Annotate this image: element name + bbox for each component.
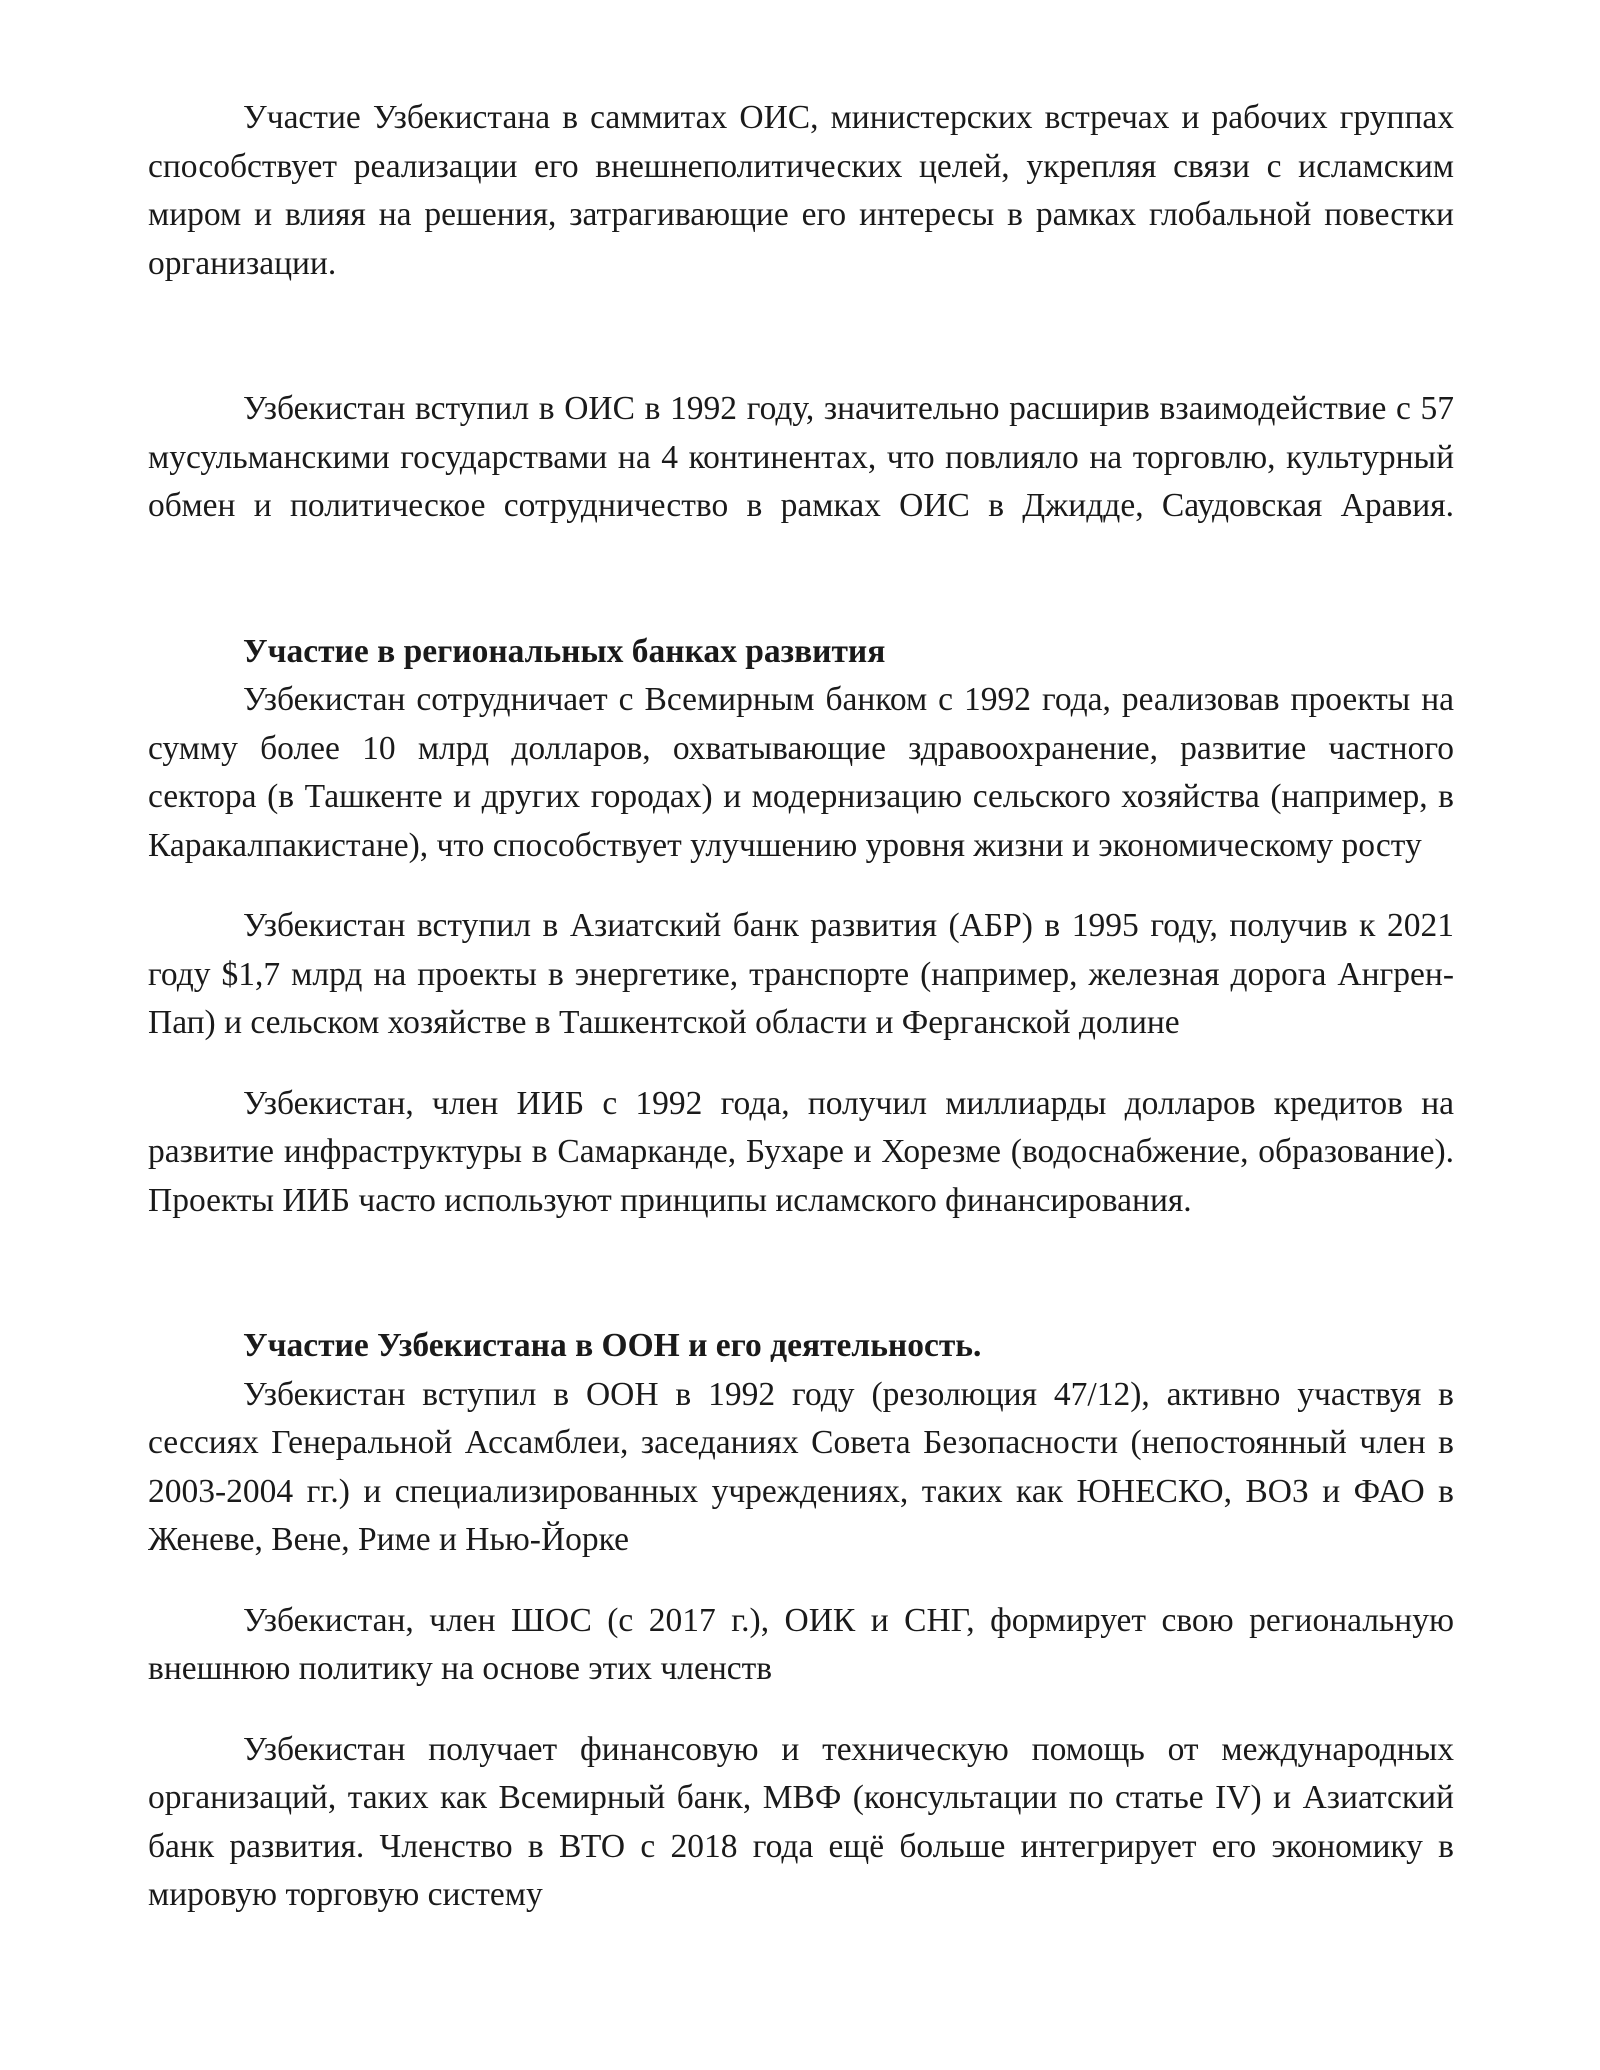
document-page	[148, 94, 1454, 1920]
paragraph-isdb: Узбекистан, член ИИБ с 1992 года, получил миллиарды долларов кредитов на развитие инфраструктуры в Самарканде, Бухаре и Хорезме (водоснабжение, образование). Проекты ИИБ часто используют принципы исламского финансирования.	[148, 1084, 1454, 1219]
heading-un-participation: Участие Узбекистана в ООН и его деятельность.	[243, 1327, 982, 1364]
heading-regional-banks: Участие в региональных банках развития	[243, 632, 886, 670]
paragraph-sco-cis: Узбекистан, член ШОС (с 2017 г.), ОИК и СНГ, формирует свою региональную внешнюю политику на основе этих членств	[148, 1601, 1454, 1687]
paragraph-financial-aid: Узбекистан получает финансовую и техническую помощь от международных организаций, таких как Всемирный банк, МВФ (консультации по статье IV) и Азиатский банк развития. Членство в ВТО с 2018 года ещё больше интегрирует его экономику в мировую торговую систему	[148, 1730, 1454, 1913]
paragraph-world-bank: Узбекистан сотрудничает с Всемирным банком с 1992 года, реализовав проекты на сумму более 10 млрд долларов, охватывающие здравоохранение, развитие частного сектора (в Ташкенте и других городах) и модернизацию сельского хозяйства (например, в Каракалпакистане), что способствует улучшению уровня жизни и экономическому росту	[148, 681, 1454, 864]
paragraph-adb: Узбекистан вступил в Азиатский банк развития (АБР) в 1995 году, получив к 2021 году $1,7 млрд на проекты в энергетике, транспорте (например, железная дорога Ангрен-Пап) и сельском хозяйстве в Ташкентской области и Ферганской долине	[148, 907, 1454, 1041]
paragraph-un-membership: Узбекистан вступил в ООН в 1992 году (резолюция 47/12), активно участвуя в сессиях Генеральной Ассамблеи, заседаниях Совета Безопасности (непостоянный член в 2003-2004 гг.) и специализированных учреждениях, таких как ЮНЕСКО, ВОЗ и ФАО в Женеве, Вене, Риме и Нью-Йорке	[148, 1375, 1454, 1558]
paragraph-ois-membership: Узбекистан вступил в ОИС в 1992 году, значительно расширив взаимодействие с 57 мусульманскими государствами на 4 континентах, что повлияло на торговлю, культурный обмен и политическое сотрудничество в рамках ОИС в Джидде, Саудовская Аравия.	[148, 390, 1454, 524]
paragraph-ois-summits: Участие Узбекистана в саммитах ОИС, министерских встречах и рабочих группах способствует реализации его внешнеполитических целей, укрепляя связи с исламским миром и влияя на решения, затрагивающие его интересы в рамках глобальной повестки организации.	[148, 99, 1454, 282]
